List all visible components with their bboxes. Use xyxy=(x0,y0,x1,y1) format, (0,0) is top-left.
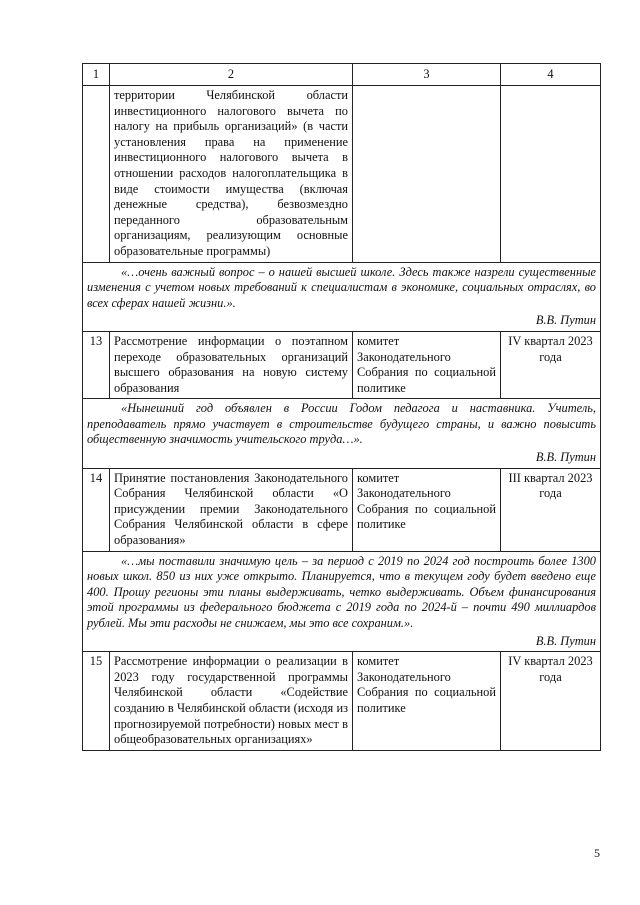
quote-text: «Нынешний год объявлен в России Годом педагога и наставника. Учитель, преподаватель прямо участвует в строительстве будущего страны, и важно повысить общественную значимость учительского труда…». xyxy=(87,401,596,447)
row-term-cell: III квартал 2023 года xyxy=(501,468,601,551)
row-responsible-cell: комитет Законодательного Собрания по социальной политике xyxy=(353,468,501,551)
table-row xyxy=(83,468,601,551)
row-text-cell: Принятие постановления Законодательного Собрания Челябинской области «О присуждении премии Законодательного Собрания Челябинской области в сфере образования» xyxy=(110,468,353,551)
quote-author: В.В. Путин xyxy=(535,313,596,328)
quote-text: «…мы поставили значимую цель – за период с 2019 по 2024 год построить более 1300 новых школ. 850 из них уже открыто. Планируется, что в текущем году будет введено еще 400. Прошу регионы эти планы выдерживать, четко выдерживать. Объем финансирования этой программы из федерального бюджета с 2019 года по 2024-й – почти 490 миллиардов рублей. Мы эти расходы не снижаем, мы это все сохраним.». xyxy=(87,553,596,630)
row-responsible-cell: комитет Законодательного Собрания по социальной политике xyxy=(353,331,501,398)
row-number-cell: 13 xyxy=(83,331,110,398)
table-row xyxy=(83,652,601,751)
table-header-row xyxy=(83,64,601,86)
quote-row xyxy=(83,551,601,652)
row-text-cell: Рассмотрение информации о реализации в 2023 году государственной программы Челябинской области «Содействие созданию в Челябинской области (исходя из прогнозируемой потребности) новых мест в общеобразовательных организациях» xyxy=(110,652,353,751)
row-text-cell: Рассмотрение информации о поэтапном переходе образовательных организаций высшего образования на новую систему образования xyxy=(110,331,353,398)
quote-row xyxy=(83,262,601,331)
quote-cell xyxy=(83,262,601,331)
page-number: 5 xyxy=(594,846,600,860)
table-row-continuation xyxy=(83,86,601,263)
row-responsible-cell: комитет Законодательного Собрания по социальной политике xyxy=(353,652,501,751)
row-number-cell: 14 xyxy=(83,468,110,551)
row-responsible-cell xyxy=(353,86,501,263)
row-number-cell xyxy=(83,86,110,263)
quote-cell xyxy=(83,551,601,652)
header-col-4: 4 xyxy=(501,64,601,86)
table-row xyxy=(83,331,601,398)
plan-table xyxy=(82,63,601,751)
row-term-cell: IV квартал 2023 года xyxy=(501,652,601,751)
row-text-cell: территории Челябинской области инвестиционного налогового вычета по налогу на прибыль организаций» (в части установления права на применение инвестиционного налогового вычета в отношении расходов налогоплательщика в виде стоимости имущества (включая денежные средства), безвозмездно переданного образовательным организациям, реализующим основные образовательные программы) xyxy=(110,86,353,263)
row-number-cell: 15 xyxy=(83,652,110,751)
quote-author: В.В. Путин xyxy=(535,450,596,465)
quote-text: «…очень важный вопрос – о нашей высшей школе. Здесь также назрели существенные изменения с учетом новых требований к специалистам в экономике, социальных отраслях, во всех сферах нашей жизни.». xyxy=(87,264,596,310)
row-term-cell: IV квартал 2023 года xyxy=(501,331,601,398)
row-term-cell xyxy=(501,86,601,263)
quote-author: В.В. Путин xyxy=(535,633,596,648)
header-col-2: 2 xyxy=(110,64,353,86)
header-col-3: 3 xyxy=(353,64,501,86)
header-col-1: 1 xyxy=(83,64,110,86)
quote-cell xyxy=(83,399,601,468)
quote-row xyxy=(83,399,601,468)
